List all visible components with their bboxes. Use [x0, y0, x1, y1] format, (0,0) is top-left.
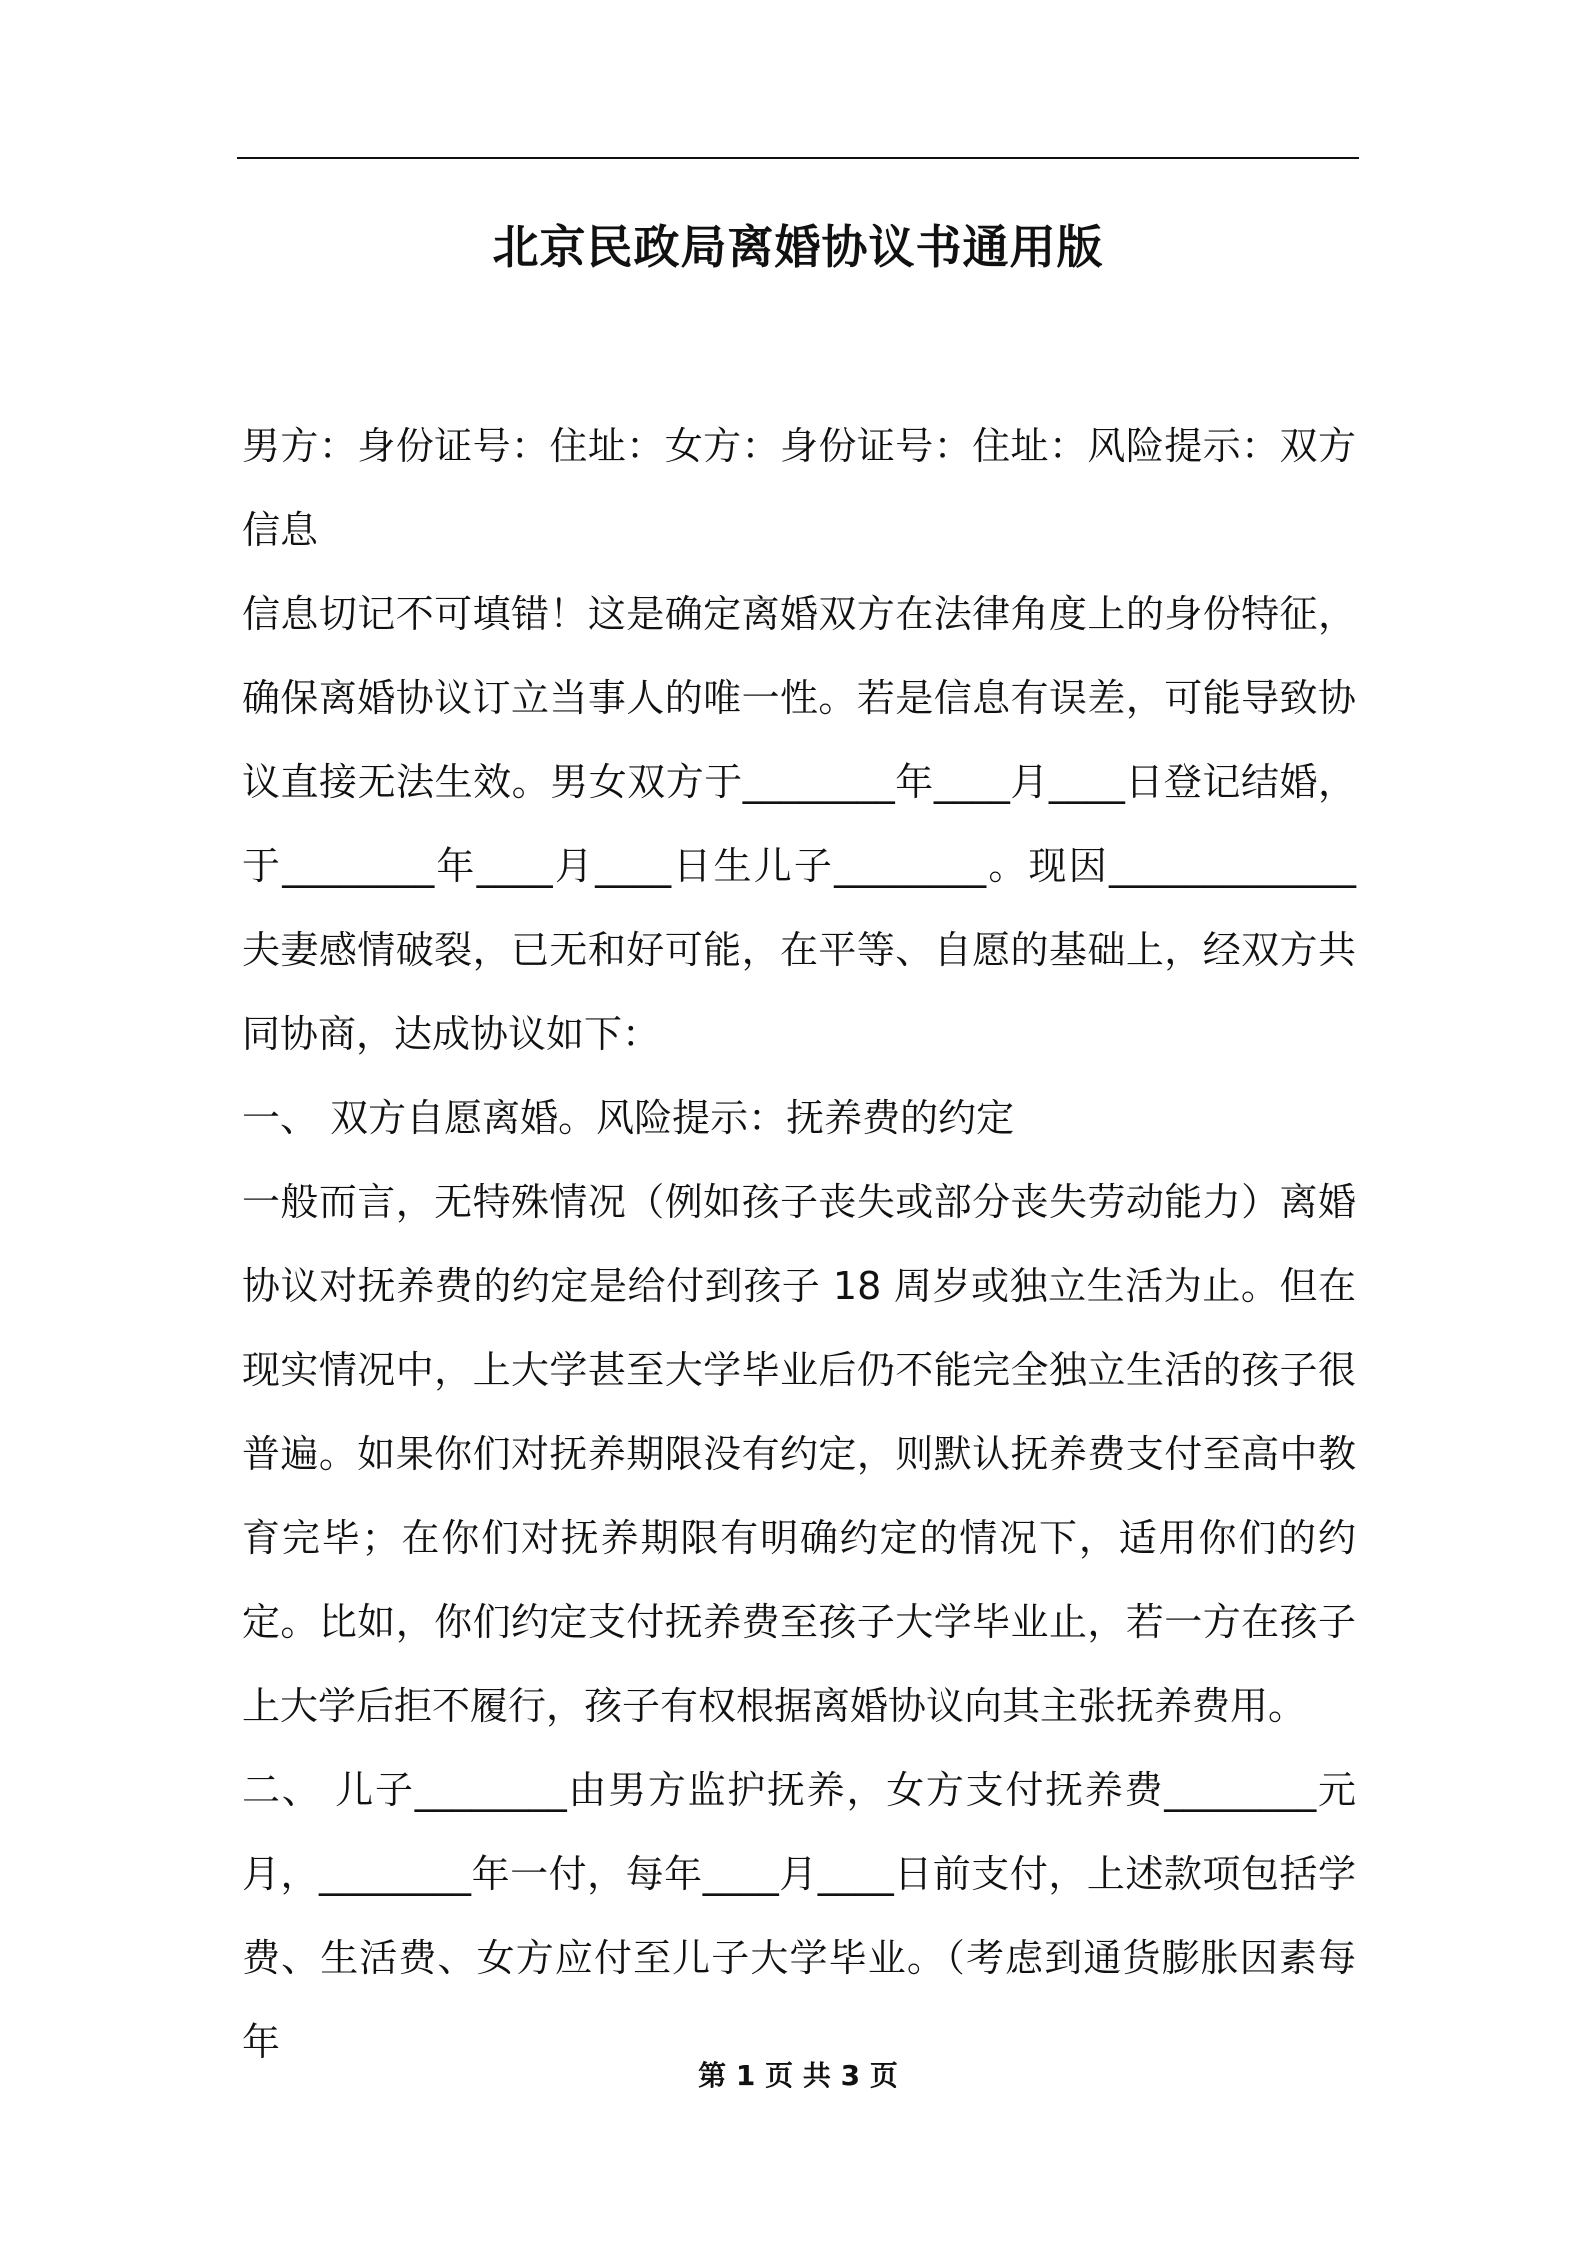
paragraph-intro: 信息切记不可填错！这是确定离婚双方在法律角度上的身份特征，确保离婚协议订立当事人的唯一性。若是信息有误差，可能导致协议直接无法生效。男女双方于________年____月____日登记结婚，于________年____月____日生儿子________。现因_____________夫妻感情破裂，已无和好可能，在平等、自愿的基础上，经双方共同协商，达成协议如下：	[242, 592, 1356, 1056]
footer-total-pages: 3	[840, 2059, 861, 2092]
footer-middle: 页 共	[765, 2059, 831, 2092]
document-body	[242, 404, 1356, 2084]
paragraph-clause-2: 二、 儿子________由男方监护抚养，女方支付抚养费________元月，________年一付，每年____月____日前支付，上述款项包括学费、生活费、女方应付至儿子大学毕业。（考虑到通货膨胀因素每年	[242, 1768, 1356, 2064]
paragraph-clause-1: 一、 双方自愿离婚。风险提示：抚养费的约定	[242, 1096, 1015, 1140]
paragraph-party-info: 男方：身份证号：住址：女方：身份证号：住址：风险提示：双方信息	[242, 424, 1356, 552]
page-footer	[237, 2056, 1359, 2096]
header-rule	[237, 157, 1359, 159]
paragraph-support-note: 一般而言，无特殊情况（例如孩子丧失或部分丧失劳动能力）离婚协议对抚养费的约定是给付到孩子 18 周岁或独立生活为止。但在现实情况中，上大学甚至大学毕业后仍不能完全独立生活的孩子很普遍。如果你们对抚养期限没有约定，则默认抚养费支付至高中教育完毕；在你们对抚养期限有明确约定的情况下，适用你们的约定。比如，你们约定支付抚养费至孩子大学毕业止，若一方在孩子上大学后拒不履行，孩子有权根据离婚协议向其主张抚养费用。	[242, 1180, 1356, 1728]
footer-prefix: 第	[698, 2059, 727, 2092]
footer-page-number: 1	[735, 2059, 756, 2092]
footer-suffix: 页	[869, 2059, 898, 2092]
document-title: 北京民政局离婚协议书通用版	[492, 220, 1104, 274]
